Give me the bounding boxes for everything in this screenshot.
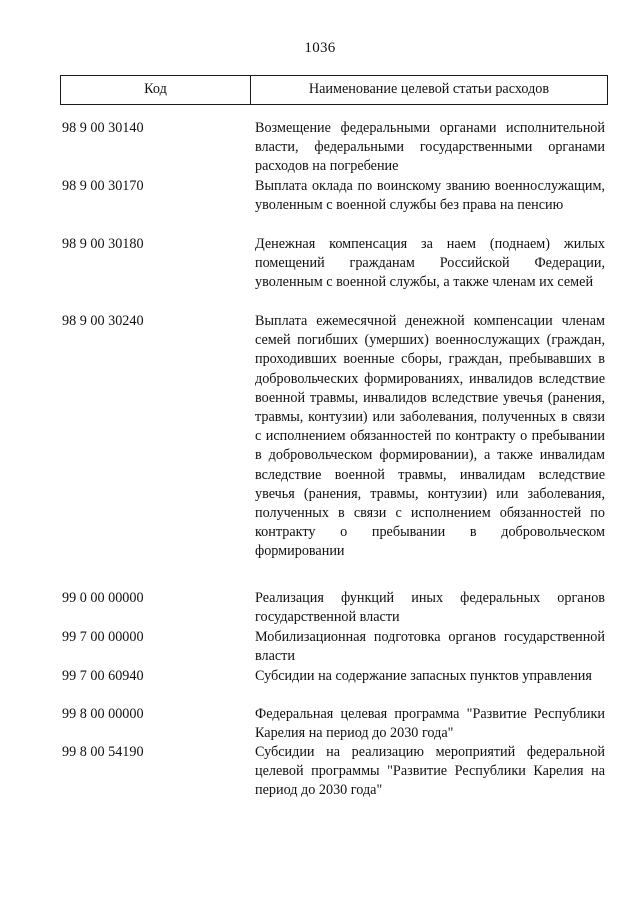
table-row (0, 119, 640, 177)
table-body (0, 119, 640, 801)
table-row (0, 743, 640, 801)
table-row (0, 235, 640, 312)
table-header (60, 75, 608, 105)
table-row (0, 628, 640, 667)
table-row (0, 705, 640, 743)
table-row (0, 589, 640, 628)
row-code: 98 9 00 30170 (62, 178, 144, 194)
row-code: 99 0 00 00000 (62, 590, 144, 606)
row-code: 99 7 00 60940 (62, 668, 144, 684)
row-name: Выплата оклада по воинскому званию военнослужащим, уволенным с военной службы без права на пенсию (255, 178, 605, 214)
row-name: Мобилизационная подготовка органов государственной власти (255, 629, 605, 665)
row-code: 99 7 00 00000 (62, 629, 144, 645)
row-name: Субсидии на реализацию мероприятий федеральной целевой программы "Развитие Республики Карелия на период до 2030 года" (255, 744, 605, 799)
table-row (0, 667, 640, 705)
column-header-name: Наименование целевой статьи расходов (308, 80, 550, 97)
row-code: 98 9 00 30240 (62, 313, 144, 329)
row-name: Субсидии на содержание запасных пунктов управления (255, 668, 592, 684)
page-number: 1036 (304, 40, 336, 56)
row-name: Денежная компенсация за наем (поднаем) жилых помещений гражданам Российской Федерации, уволенным с военной службы, а также членам их семей (255, 236, 605, 291)
row-code: 98 9 00 30180 (62, 236, 144, 252)
row-name: Возмещение федеральными органами исполнительной власти, федеральными государственными органами расходов на погребение (255, 120, 605, 175)
row-name: Выплата ежемесячной денежной компенсации членам семей погибших (умерших) военнослужащих (граждан, проходивших военные сборы, граждан, пребывавших в добровольческих формированиях, инвалидов вследствие военной травмы, инвалидов вследствие увечья (ранения, травмы, контузии) или заболевания, полученных в связи с исполнением обязанностей по контракту о пребывании в добровольческом формировании), а также инвалидам вследствие военной травмы, инвалидам вследствие увечья (ранения, травмы, контузии) или заболевания, полученных в связи с исполнением обязанностей по контракту о пребывании в добровольческом формировании (255, 313, 605, 560)
column-header-code: Код (61, 76, 251, 104)
table-row (0, 312, 640, 589)
row-code: 99 8 00 54190 (62, 744, 144, 760)
row-code: 99 8 00 00000 (62, 706, 144, 722)
row-name: Федеральная целевая программа "Развитие Республики Карелия на период до 2030 года" (255, 706, 605, 742)
table-row (0, 177, 640, 235)
row-name: Реализация функций иных федеральных органов государственной власти (255, 590, 605, 626)
row-code: 98 9 00 30140 (62, 120, 144, 136)
